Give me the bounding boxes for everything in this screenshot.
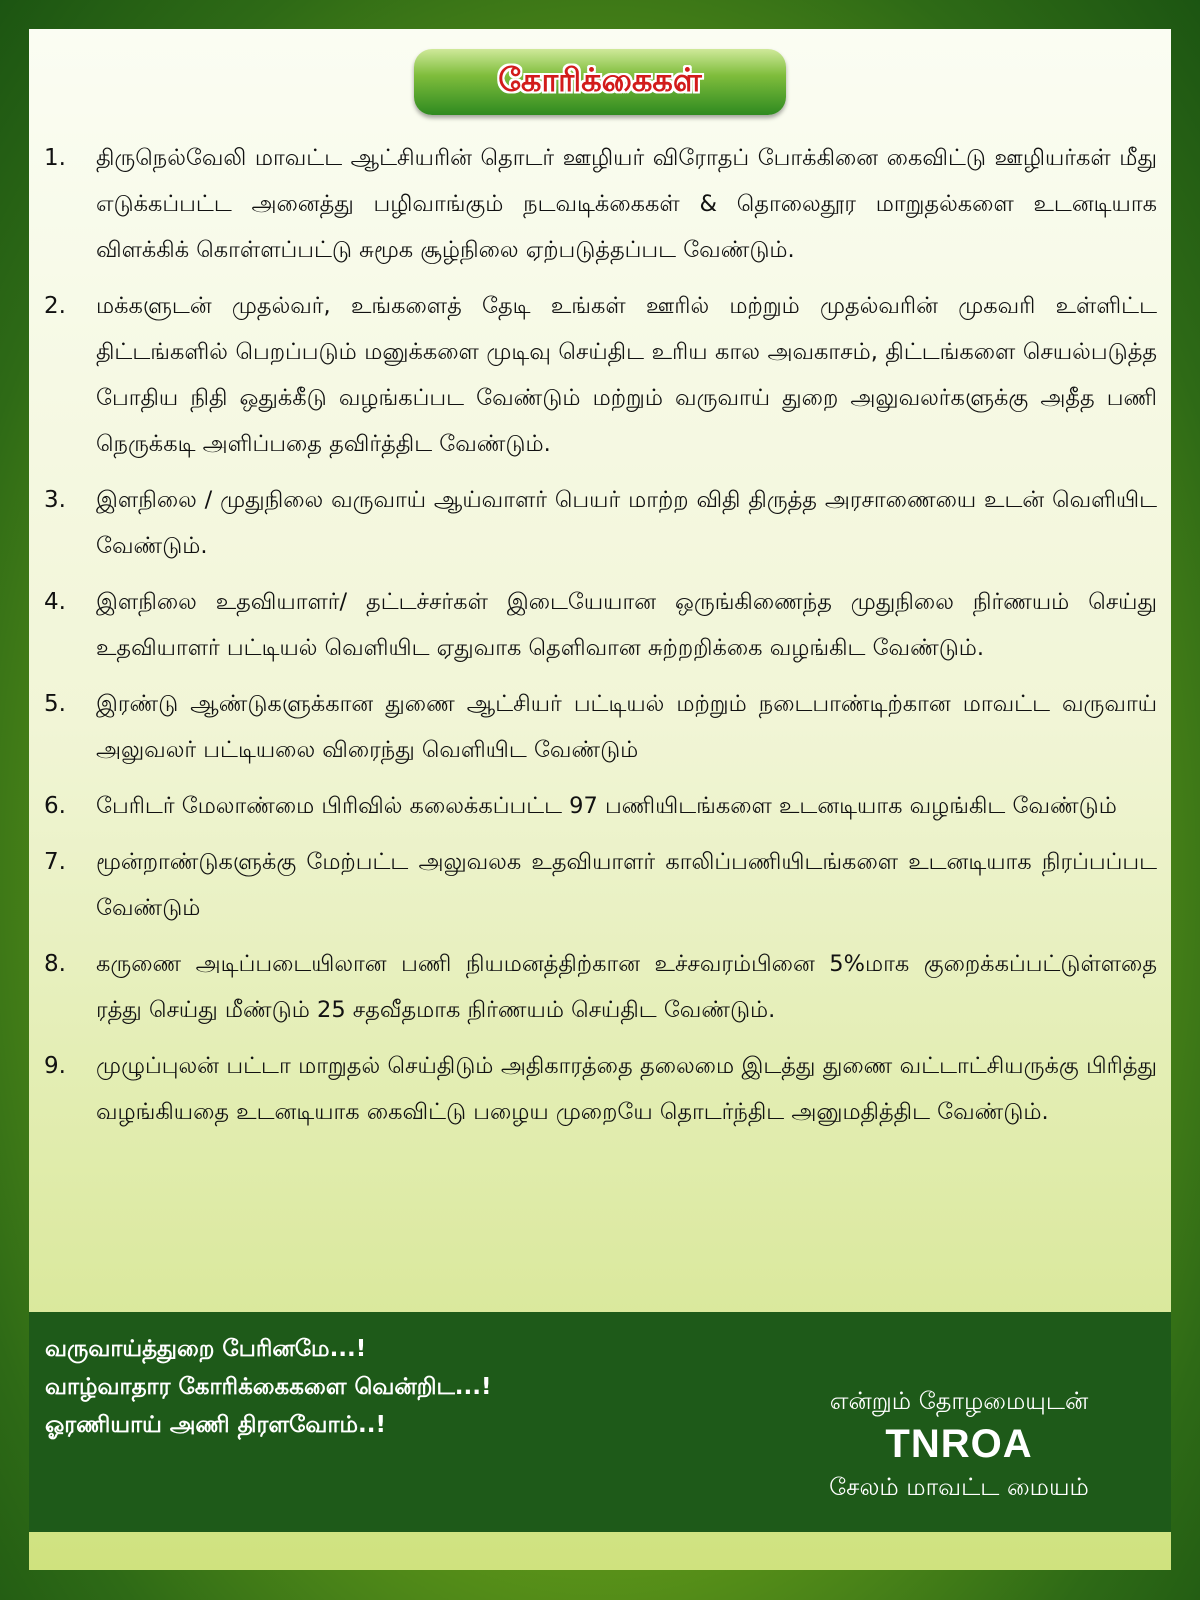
demand-text: மக்களுடன் முதல்வர், உங்களைத் தேடி உங்கள் ஊரில் மற்றும் முதல்வரின் முகவரி உள்ளிட்ட திட்டங்களில் பெறப்படும் மனுக்களை முடிவு செய்திட உரிய கால அவகாசம், திட்டங்களை செயல்படுத்த போதிய நிதி ஒதுக்கீடு வழங்கப்பட வேண்டும் மற்றும் வருவாய் துறை அலுவலர்களுக்கு அதீத பணி நெருக்கடி அளிப்பதை தவிர்த்திட வேண்டும். (96, 293, 1157, 457)
demand-number: 3. (44, 487, 66, 513)
demand-item-4 (44, 579, 1157, 671)
demand-number: 7. (44, 849, 66, 875)
slogan-line: ஓரணியாய் அணி திரளவோம்..! (45, 1412, 386, 1438)
demand-item-2 (44, 283, 1157, 467)
demand-text: இளநிலை உதவியாளர்/ தட்டச்சர்கள் இடையேயான ஒருங்கிணைந்த முதுநிலை நிர்ணயம் செய்து உதவியாளர் பட்டியல் வெளியிட ஏதுவாக தெளிவான சுற்றறிக்கை வழங்கிட வேண்டும். (96, 589, 1157, 661)
demand-text: மூன்றாண்டுகளுக்கு மேற்பட்ட அலுவலக உதவியாளர் காலிப்பணியிடங்களை உடனடியாக நிரப்பப்பட வேண்டும் (96, 849, 1157, 921)
demand-item-8 (44, 941, 1157, 1033)
demand-item-7 (44, 839, 1157, 931)
demand-text: இரண்டு ஆண்டுகளுக்கான துணை ஆட்சியர் பட்டியல் மற்றும் நடைபாண்டிற்கான மாவட்ட வருவாய் அலுவலர் பட்டியலை விரைந்து வெளியிட வேண்டும் (96, 691, 1157, 763)
demand-number: 9. (44, 1053, 66, 1079)
demand-item-6 (44, 783, 1157, 829)
demand-item-3 (44, 477, 1157, 569)
demand-item-5 (44, 681, 1157, 773)
demand-number: 8. (44, 951, 66, 977)
slogan-line: வருவாய்த்துறை பேரினமே...! (45, 1336, 367, 1362)
demand-number: 1. (44, 145, 66, 171)
slogan-line: வாழ்வாதார கோரிக்கைகளை வென்றிட...! (45, 1374, 492, 1400)
footer-band (29, 1312, 1171, 1532)
demand-item-9 (44, 1043, 1157, 1135)
demand-number: 4. (44, 589, 66, 615)
demand-text: இளநிலை / முதுநிலை வருவாய் ஆய்வாளர் பெயர் மாற்ற விதி திருத்த அரசாணையை உடன் வெளியிட வேண்டும். (96, 487, 1157, 559)
demand-item-1 (44, 135, 1157, 273)
greeting: என்றும் தோழமையுடன் (829, 1387, 1089, 1415)
demand-number: 5. (44, 691, 66, 717)
title-banner (414, 49, 786, 115)
demand-text: கருணை அடிப்படையிலான பணி நியமனத்திற்கான உச்சவரம்பினை 5%மாக குறைக்கப்பட்டுள்ளதை ரத்து செய்து மீண்டும் 25 சதவீதமாக நிர்ணயம் செய்திட வேண்டும். (96, 951, 1157, 1023)
slogans (45, 1330, 492, 1444)
signature-block (789, 1382, 1129, 1506)
page-title: கோரிக்கைகள் (498, 61, 702, 99)
poster-panel (29, 29, 1171, 1570)
demand-text: திருநெல்வேலி மாவட்ட ஆட்சியரின் தொடர் ஊழியர் விரோதப் போக்கினை கைவிட்டு ஊழியர்கள் மீது எடுக்கப்பட்ட அனைத்து பழிவாங்கும் நடவடிக்கைகள் & தொலைதூர மாறுதல்களை உடனடியாக விளக்கிக் கொள்ளப்பட்டு சுமூக சூழ்நிலை ஏற்படுத்தப்பட வேண்டும். (96, 145, 1157, 263)
demand-text: பேரிடர் மேலாண்மை பிரிவில் கலைக்கப்பட்ட 97 பணியிடங்களை உடனடியாக வழங்கிட வேண்டும் (96, 793, 1117, 819)
demand-number: 2. (44, 293, 66, 319)
organization-unit: சேலம் மாவட்ட மையம் (829, 1473, 1089, 1501)
organization-name: TNROA (885, 1422, 1033, 1466)
demands-list (44, 135, 1157, 1145)
demand-number: 6. (44, 793, 66, 819)
demand-text: முழுப்புலன் பட்டா மாறுதல் செய்திடும் அதிகாரத்தை தலைமை இடத்து துணை வட்டாட்சியருக்கு பிரித்து வழங்கியதை உடனடியாக கைவிட்டு பழைய முறையே தொடர்ந்திட அனுமதித்திட வேண்டும். (96, 1053, 1157, 1125)
